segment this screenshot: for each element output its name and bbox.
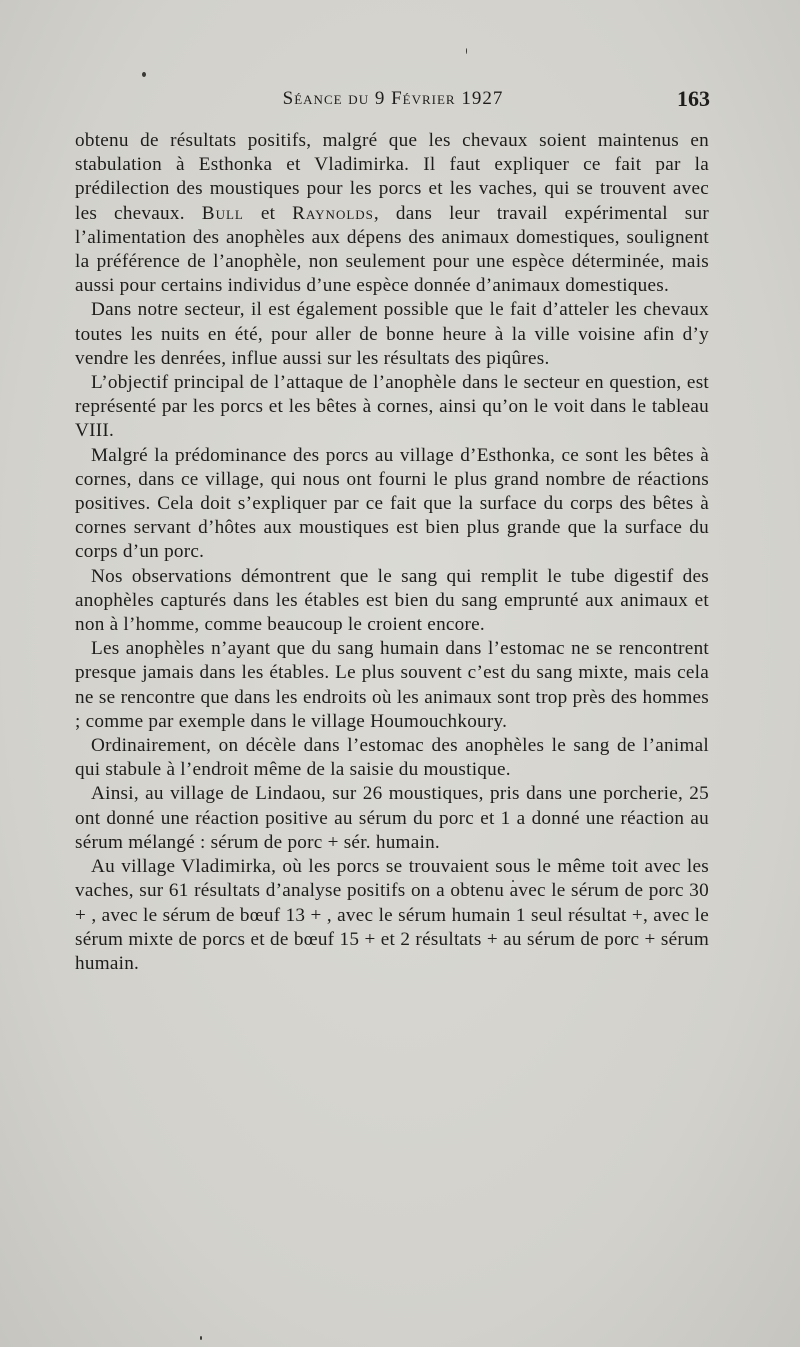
paragraph: Ordinairement, on décèle dans l’estomac des anophèles le sang de l’animal qui stabule à l’endroit même de la saisie du moustique. — [75, 735, 709, 781]
body-text — [75, 129, 709, 976]
author-name: Raynolds — [292, 202, 374, 224]
ink-speck — [466, 48, 467, 54]
ink-speck — [200, 1336, 202, 1340]
ink-speck — [142, 72, 146, 77]
author-name: Bull — [201, 202, 244, 224]
paragraph: Au village Vladimirka, où les porcs se trouvaient sous le même toit avec les vaches, sur 61 résultats d’analyse positifs on a obtenu avec le sérum de porc 30 + , avec le sérum de bœuf 13 + , avec le sérum humain 1 seul résultat +, avec le sérum mixte de porcs et de bœuf 15 + et 2 résultats + au sérum de porc + sérum humain. — [75, 856, 709, 974]
page-number: 163 — [677, 86, 710, 111]
paragraph: Les anophèles n’ayant que du sang humain dans l’estomac ne se rencontrent presque jamais dans les étables. Le plus souvent c’est du sang mixte, mais cela ne se rencontre que dans les endroits où les animaux sont trop près des hommes ; comme par exemple dans le village Houmouchkoury. — [75, 638, 709, 732]
text-run: obtenu de résultats positifs, malgré que les chevaux soient maintenus en stabulation à Esthonka et Vladimirka. Il faut expliquer ce fait par la prédilection des moustiques pour les porcs et les vaches, qui se trouvent avec les chevaux. — [75, 130, 709, 224]
running-head — [76, 86, 710, 116]
paragraph: Nos observations démontrent que le sang qui remplit le tube digestif des anophèles capturés dans les étables est bien du sang emprunté aux animaux et non à l’homme, comme beaucoup le croient encore. — [75, 565, 709, 636]
text-run: et — [243, 202, 293, 224]
paragraph: L’objectif principal de l’attaque de l’anophèle dans le secteur en question, est représenté par les porcs et les bêtes à cornes, ainsi qu’on le voit dans le tableau VIII. — [75, 372, 709, 442]
paragraph: Ainsi, au village de Lindaou, sur 26 moustiques, pris dans une porcherie, 25 ont donné une réaction positive au sérum du porc et 1 a donné une réaction au sérum mélangé : sérum de porc + sér. humain. — [75, 783, 709, 853]
paragraph: Malgré la prédominance des porcs au village d’Esthonka, ce sont les bêtes à cornes, dans ce village, qui nous ont fourni le plus grand nombre de réactions positives. Cela doit s’expliquer par ce fait que la surface du corps des bêtes à cornes servant d’hôtes aux moustiques est bien plus grande que la surface du corps d’un porc. — [75, 444, 709, 563]
paragraph: Dans notre secteur, il est également possible que le fait d’atteler les chevaux toutes les nuits en été, pour aller de bonne heure à la ville voisine afin d’y vendre les denrées, influe aussi sur les résultats des piqûres. — [75, 299, 709, 369]
text-run: , dans leur travail expérimental sur l’alimentation des anophèles aux dépens des animaux domestiques, soulignent la préférence de l’anophèle, non seulement pour une espèce déterminée, mais aussi pour certains individus d’une espèce donnée d’animaux domestiques. — [75, 202, 709, 297]
paragraph — [75, 129, 709, 298]
running-title: Séance du 9 Février 1927 — [282, 88, 504, 109]
